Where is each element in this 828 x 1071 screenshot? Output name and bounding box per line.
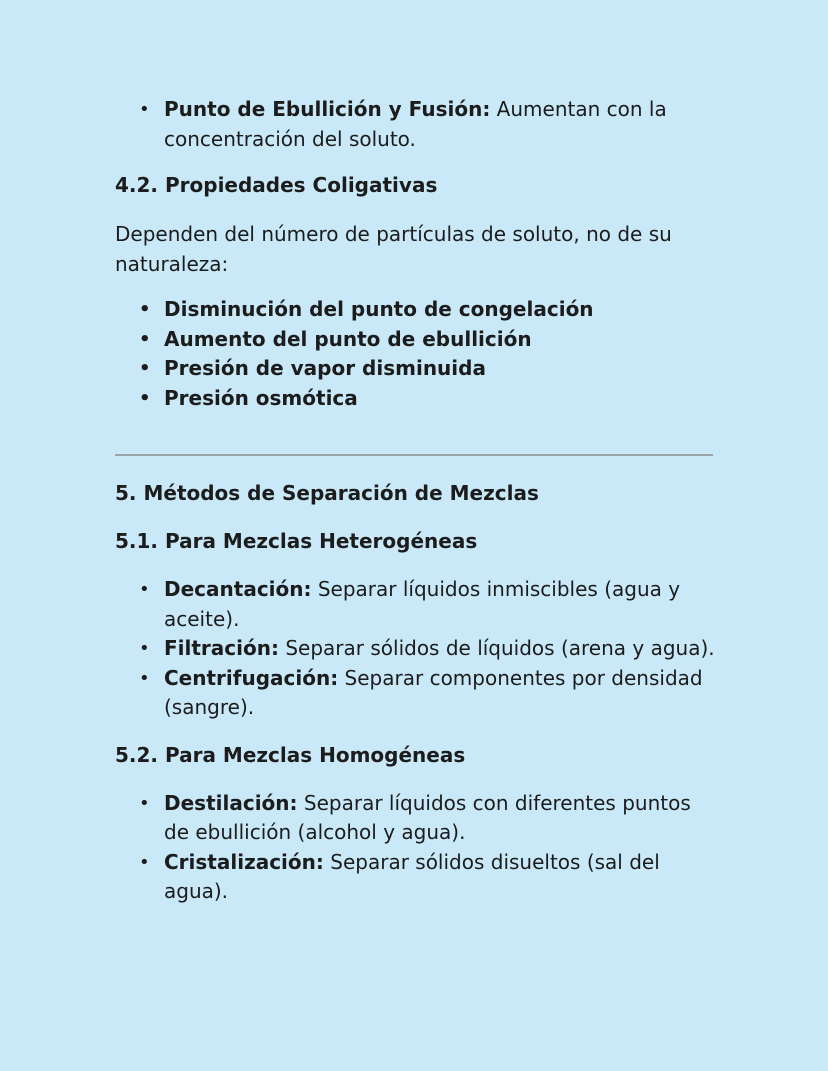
- list-item-term: Punto de Ebullición y Fusión:: [164, 97, 491, 121]
- list-item: [115, 95, 715, 154]
- list-item-desc: Separar componentes por densidad (sangre).: [164, 665, 703, 719]
- heading-5-2: 5.2. Para Mezclas Homogéneas: [115, 742, 466, 767]
- coligative-intro: Dependen del número de partículas de soluto, no de su naturaleza:: [115, 222, 672, 276]
- heading-5-1: 5.1. Para Mezclas Heterogéneas: [115, 529, 478, 553]
- list-item: • Presión osmótica: [115, 384, 715, 414]
- list-item-desc: Separar líquidos con diferentes puntos de ebullición (alcohol y agua).: [164, 790, 691, 844]
- list-item-term: Decantación:: [164, 577, 312, 601]
- list-item-term: Filtración:: [164, 636, 279, 660]
- list-item: [115, 575, 715, 634]
- list-item: • Disminución del punto de congelación: [115, 295, 715, 325]
- list-item: [115, 848, 715, 907]
- list-item: • Presión de vapor disminuida: [115, 354, 715, 384]
- document-page: [115, 95, 715, 907]
- list-item: [115, 634, 715, 664]
- heading-4-2: 4.2. Propiedades Coligativas: [115, 173, 438, 197]
- list-item: [115, 664, 715, 723]
- homogeneous-methods-list: [115, 789, 715, 907]
- section-divider: [115, 454, 713, 456]
- list-item-term: Cristalización:: [164, 849, 324, 874]
- coligative-list: [115, 295, 715, 413]
- boiling-melting-list: [115, 95, 715, 154]
- list-item: [115, 789, 715, 848]
- list-item-desc: Separar líquidos inmiscibles (agua y aceite).: [164, 577, 681, 631]
- heterogeneous-methods-list: [115, 575, 715, 723]
- list-item-desc: Aumentan con la concentración del soluto.: [164, 97, 667, 151]
- list-item-term: Destilación:: [164, 790, 298, 815]
- list-item-term: Centrifugación:: [164, 665, 339, 690]
- heading-5: 5. Métodos de Separación de Mezclas: [115, 481, 539, 505]
- list-item-desc: Separar sólidos de líquidos (arena y agua).: [278, 636, 715, 660]
- list-item-desc: Separar sólidos disueltos (sal del agua).: [164, 849, 660, 903]
- list-item: • Aumento del punto de ebullición: [115, 325, 715, 355]
